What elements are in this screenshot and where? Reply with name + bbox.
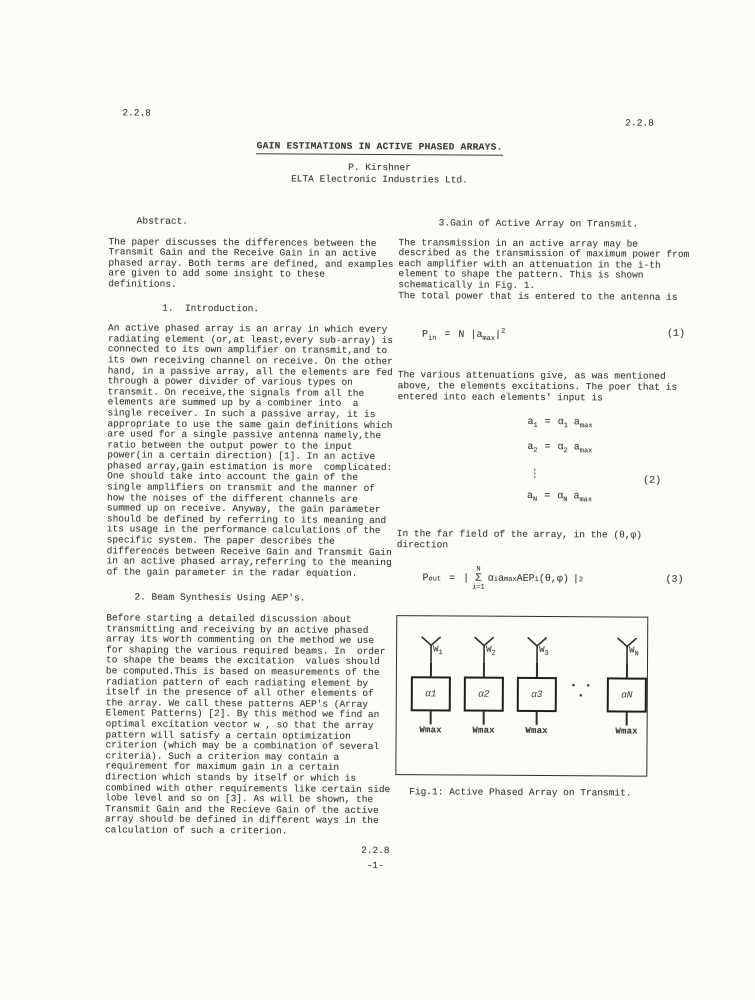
abstract-text: The paper discusses the differences between the Transmit Gain and the Receive Gain in an active phased array. Both terms are defined, and examples are given to add some insight to these definitions.	[108, 235, 400, 290]
connector-line	[536, 712, 538, 725]
antenna-icon	[524, 637, 550, 663]
connector-line	[626, 664, 628, 678]
equation-2-vertical-dots: ⋮	[529, 469, 541, 482]
equation-3-number: (3)	[665, 575, 684, 587]
attenuator-box: α2	[464, 677, 504, 712]
antenna-weight-label: $W_N$	[629, 645, 639, 659]
connector-line	[536, 663, 538, 677]
far-field-paragraph: In the far field of the array, in the (θ,φ) direction	[396, 528, 648, 551]
section-number-top-left: 2.2.8	[122, 107, 151, 119]
equation-1	[422, 327, 685, 344]
attenuator-box: αN	[607, 678, 647, 713]
section-2-heading: 2. Beam Synthesis Using AEP's.	[134, 591, 306, 604]
equation-1-body: $P_{in} = N$ $|a_{max}|^2$	[421, 327, 506, 344]
title-block	[2, 134, 755, 188]
equation-2-line-1: $a_1 = \alpha_1$ $a_{max}$	[527, 417, 593, 431]
section-1-text: An active phased array is an array in which every radiating element (or,at least,every sub-array) is connected to its own amplifier on transmit,and to its own receiving channel on receive. On the other hand, in a passive array, all the elements are fed through a power divider of various types on transmit. On receive,the signals from all the elements are summed up by a combiner into a single receiver. In such a passive array, it is appropriate to use the same gain definitions which are used for a single passive antenna namely,the ratio between the output power to the input power(in a certain direction) [1]. In an active phased array,gain estimation is more complicated: One should take into account the gain of the single amplifiers on transmit and the manner of how the noises of the different channels are summed up on receive. Anyway, the gain parameter should be defined by referring to its meaning and its usage in the performance calculations of the specific system. The paper describes the differences between Receive Gain and Transmit Gain in an active phased array,referring to the meaning of the gain parameter in the radar equation.	[106, 322, 399, 579]
antenna-weight-label: $W_2$	[486, 645, 496, 658]
antenna-icon	[614, 638, 640, 664]
section-1-heading: 1. Introduction.	[162, 302, 260, 314]
antenna-icon	[418, 637, 444, 663]
footer-section-number: 2.2.8	[361, 844, 390, 857]
right-column	[395, 218, 694, 800]
author-affiliation: ELTA Electronic Industries Ltd.	[291, 173, 468, 186]
antenna-weight-label: $W_3$	[539, 645, 549, 659]
left-column	[104, 215, 400, 837]
author-name: P. Kirshner	[348, 161, 411, 173]
connector-line	[626, 713, 628, 726]
equation-2-line-n: $a_N = \alpha_N$ $a_{max}$	[526, 491, 593, 505]
connector-line	[483, 663, 485, 677]
antenna-icon	[471, 637, 497, 663]
wmax-label: Wmax	[472, 726, 495, 737]
ellipsis-dots: • • •	[570, 681, 593, 702]
connector-line	[483, 712, 485, 725]
equation-3: P out = | N Σ i=1 α i a max AEP i (θ,φ) | 2 (3)	[422, 566, 684, 593]
equation-2-number: (2)	[643, 475, 662, 487]
wmax-label: Wmax	[525, 726, 548, 737]
connector-line	[430, 663, 432, 677]
equation-2-line-2: $a_2 = \alpha_2$ $a_{max}$	[527, 442, 593, 456]
section-2-text: Before starting a detailed discussion about transmitting and receiving by an active phased array its worth commenting on the method we use for shaping the various required beams. In order to shape the beams the excitation values should be computed.This is based on measurements of the radiation pattern of each radiating element by itself in the presence of all other elements of the array. We call these patterns AEP's (Array Element Patterns) [2]. By this method we find an optimal excitation vector w , so that the array pattern will satisfy a certain optimization criterion (which may be a combination of several criteria). Such a criterion may contain a requirement for maximum gain in a certain direction which stands by itself or which is combined with other requirements like certain side lobe level and so on [3]. As will be shown, the Transmit Gain and the Recieve Gain of the active array should be defined in different ways in the calculation of such a criterion.	[104, 612, 397, 837]
wmax-label: Wmax	[615, 726, 638, 738]
wmax-label: Wmax	[419, 725, 442, 736]
footer-page-number: -1-	[366, 859, 384, 871]
figure-1-caption: Fig.1: Active Phased Array on Transmit.	[409, 786, 632, 800]
abstract-heading: Abstract.	[136, 215, 189, 227]
equation-1-number: (1)	[666, 328, 686, 341]
section-3-heading: 3.Gain of Active Array on Transmit.	[438, 217, 639, 230]
equation-2	[527, 417, 693, 505]
section-3-paragraph: The transmission in an active array may be described as the transmission of maximum power from each amplifier with an attenuation in the i-th element to shape the pattern. This is shown schematically in Fig. 1. The total power that is entered to the antenna is	[398, 236, 695, 303]
array-element-unit-1	[410, 637, 451, 775]
figure-1-diagram	[395, 616, 648, 778]
antenna-weight-label: $W_1$	[433, 644, 443, 658]
attenuations-paragraph: The various attenuations give, as was mentioned above, the elements excitations. The poer that is entered into each elements' input is	[397, 369, 683, 404]
sigma-summation: N Σ i=1	[472, 566, 485, 593]
page-footer	[0, 844, 753, 874]
paper-title: GAIN ESTIMATIONS IN ACTIVE PHASED ARRAYS.	[257, 141, 503, 155]
array-element-unit-3	[516, 637, 557, 775]
section-number-top-right: 2.2.8	[625, 117, 654, 129]
attenuator-box: α3	[517, 677, 557, 712]
array-element-unit-2	[463, 637, 504, 775]
connector-line	[430, 712, 432, 725]
array-element-unit-n	[606, 638, 647, 776]
attenuator-box: α1	[411, 677, 451, 712]
